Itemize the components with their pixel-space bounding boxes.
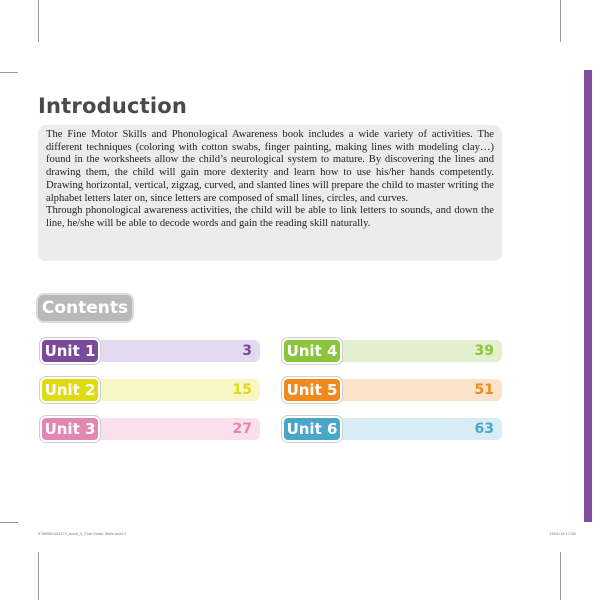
toc-row-unit-3[interactable] xyxy=(40,418,260,440)
toc-row-unit-6[interactable] xyxy=(282,418,502,440)
page-title: Introduction xyxy=(38,94,188,118)
unit-page-number: 51 xyxy=(474,382,494,398)
crop-mark xyxy=(38,552,39,600)
unit-page-number: 27 xyxy=(232,421,252,437)
unit-page-number: 39 xyxy=(474,343,494,359)
unit-label: Unit 5 xyxy=(282,377,342,403)
unit-label: Unit 3 xyxy=(40,416,100,442)
toc-row-unit-5[interactable] xyxy=(282,379,502,401)
unit-page-number: 15 xyxy=(232,382,252,398)
print-slug: 9789950434372_book_4_Fine Motor Skills.indd 2 xyxy=(38,531,127,536)
crop-mark xyxy=(38,0,39,42)
intro-paragraph: The Fine Motor Skills and Phonological Awareness book includes a wide variety of activities. The different techniques (coloring with cotton swabs, finger painting, making lines with modeling clay…) found in the worksheets allow the child’s neurological system to mature. By discovering the lines and drawing them, the child will gain more dexterity and learn how to use his/her hands competently. Drawing horizontal, vertical, zigzag, curved, and slanted lines will prepare the child to master writing the alphabet letters later on, since letters are composed of small lines, circles, and curves. xyxy=(46,129,494,204)
unit-label: Unit 4 xyxy=(282,338,342,364)
toc-row-unit-2[interactable] xyxy=(40,379,260,401)
unit-label: Unit 1 xyxy=(40,338,100,364)
unit-label: Unit 2 xyxy=(40,377,100,403)
introduction-box xyxy=(38,125,502,261)
print-timestamp: 13/01/16 17:55 xyxy=(549,531,576,536)
crop-mark xyxy=(560,0,561,42)
purple-edge-strip xyxy=(584,70,592,522)
contents-heading: Contents xyxy=(36,293,134,323)
unit-page-number: 3 xyxy=(242,343,252,359)
crop-mark xyxy=(560,552,561,600)
unit-page-number: 63 xyxy=(474,421,494,437)
toc-row-unit-1[interactable] xyxy=(40,340,260,362)
crop-mark xyxy=(0,522,18,523)
unit-label: Unit 6 xyxy=(282,416,342,442)
intro-paragraph: Through phonological awareness activities, the child will be able to link letters to sounds, and down the line, he/she will be able to decode words and gain the reading skill naturally. xyxy=(46,205,494,229)
toc-row-unit-4[interactable] xyxy=(282,340,502,362)
crop-mark xyxy=(0,72,18,73)
